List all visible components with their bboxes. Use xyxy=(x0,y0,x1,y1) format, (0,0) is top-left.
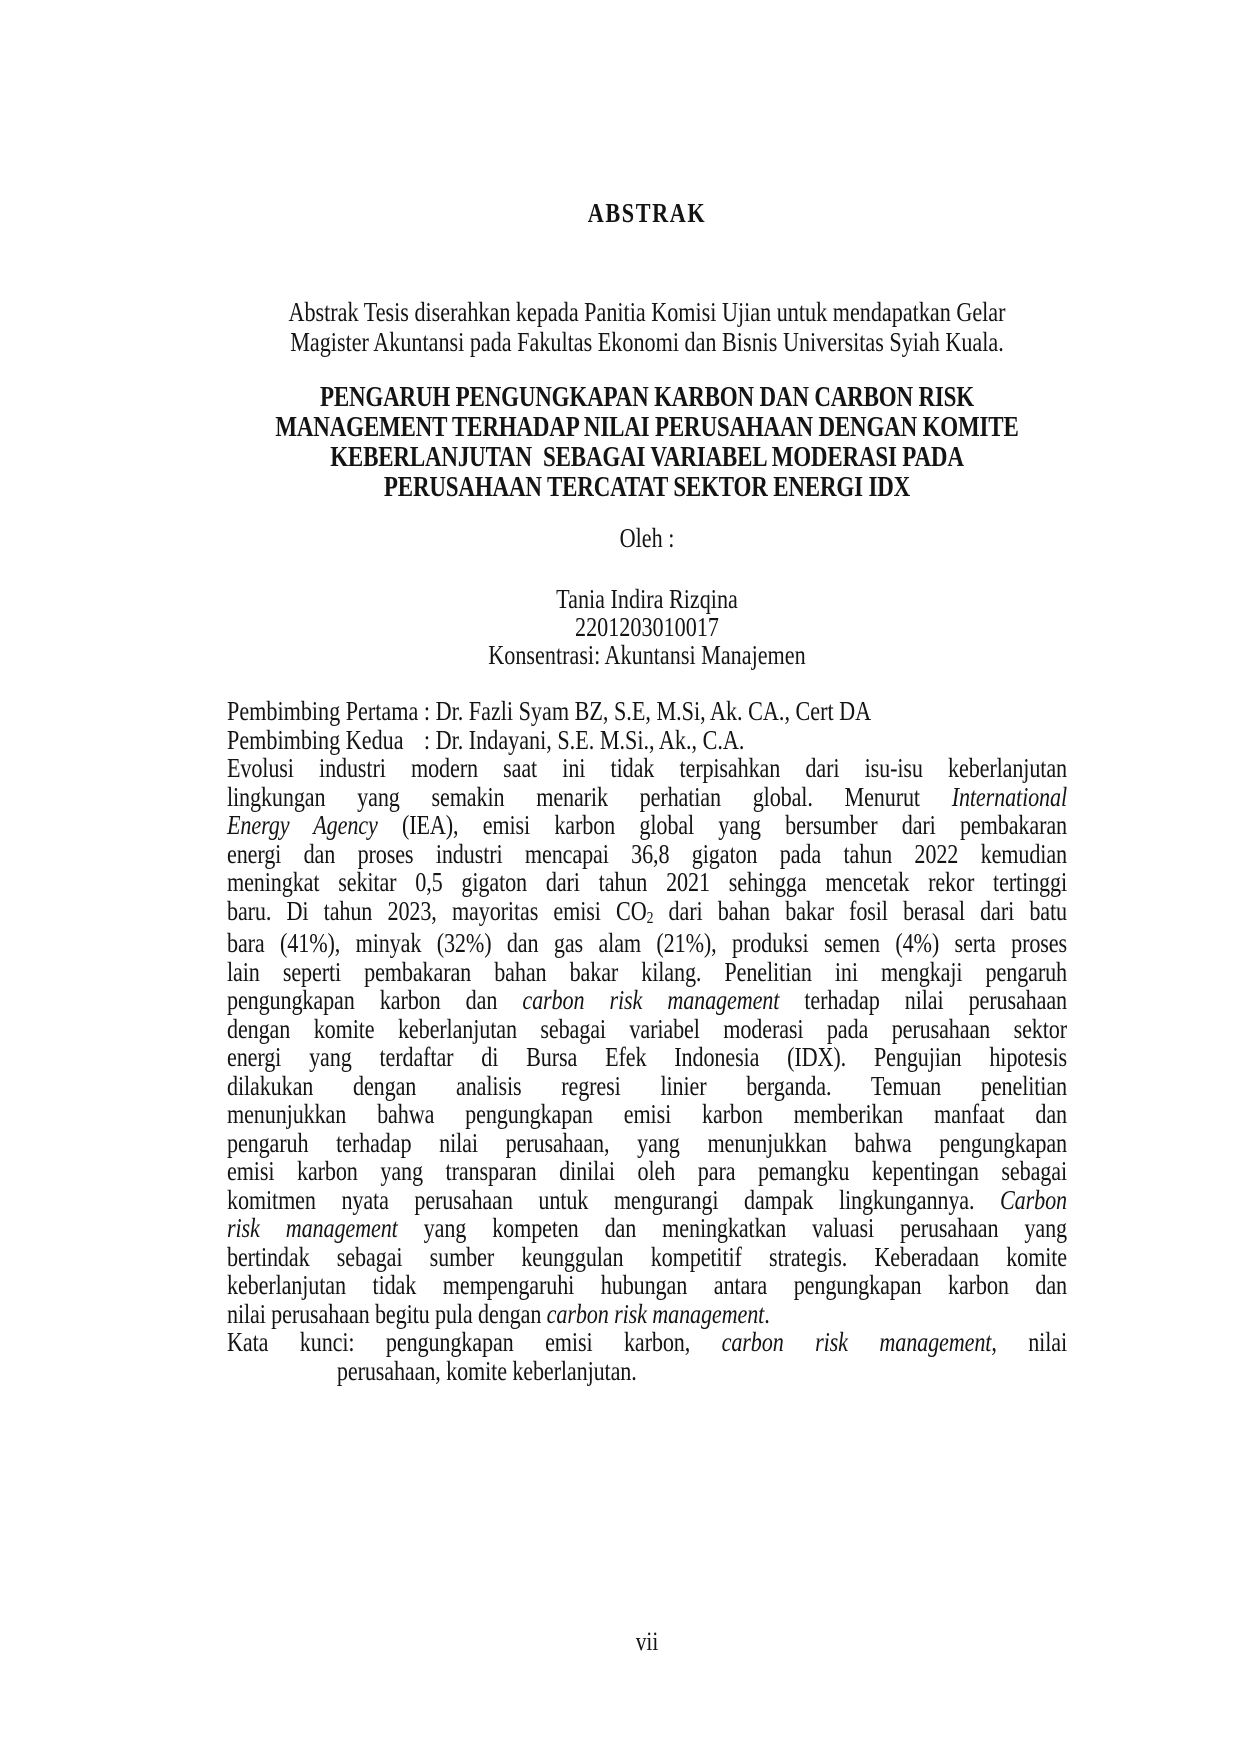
thesis-title xyxy=(227,383,1067,503)
concentration: Konsentrasi: Akuntansi Manajemen xyxy=(488,640,806,670)
abstract-line: meningkat sekitar 0,5 gigaton dari tahun 2021 sehingga mencetak rekor tertinggi xyxy=(227,867,1067,897)
abstract-line: bertindak sebagai sumber keunggulan kompetitif strategis. Keberadaan komite xyxy=(227,1241,1067,1272)
abstract-body xyxy=(227,754,1067,1328)
keywords-block xyxy=(227,1328,1067,1385)
supervisor-row-first xyxy=(227,697,1067,726)
abstract-line: nilai perusahaan begitu pula dengan carbon risk management. xyxy=(227,1298,770,1329)
oleh-label: Oleh : xyxy=(619,523,675,553)
abstract-line: pengungkapan karbon dan carbon risk management terhadap nilai perusahaan xyxy=(227,985,1067,1015)
abstract-line: komitmen nyata perusahaan untuk mengurangi dampak lingkungannya. Carbon xyxy=(227,1184,1067,1215)
abstract-line: emisi karbon yang transparan dinilai oleh para pemangku kepentingan sebagai xyxy=(227,1156,1067,1186)
author-block xyxy=(227,585,1067,669)
abstract-line: lain seperti pembakaran bahan bakar kilang. Penelitian ini mengkaji pengaruh xyxy=(227,956,1067,987)
abstract-line: risk management yang kompeten dan meningkatkan valuasi perusahaan yang xyxy=(227,1213,1067,1243)
author-name: Tania Indira Rizqina xyxy=(556,584,738,614)
page-content xyxy=(227,0,1067,1656)
note-line: Magister Akuntansi pada Fakultas Ekonomi dan Bisnis Universitas Syiah Kuala. xyxy=(290,327,1004,357)
abstract-line: baru. Di tahun 2023, mayoritas emisi CO2 dari bahan bakar fosil berasal dari batu xyxy=(227,895,1067,928)
title-line: PERUSAHAAN TERCATAT SEKTOR ENERGI IDX xyxy=(383,472,911,503)
abstract-line: bara (41%), minyak (32%) dan gas alam (21%), produksi semen (4%) serta proses xyxy=(227,928,1067,958)
abstract-line: keberlanjutan tidak mempengaruhi hubungan antara pengungkapan karbon dan xyxy=(227,1270,1067,1300)
supervisor-second-separator: : xyxy=(423,724,436,755)
supervisor-first-name: Dr. Fazli Syam BZ, S.E, M.Si, Ak. CA., Cert DA xyxy=(435,696,872,726)
abstract-line: dengan komite keberlanjutan sebagai variabel moderasi pada perusahaan sektor xyxy=(227,1013,1067,1044)
abstract-line: menunjukkan bahwa pengungkapan emisi karbon memberikan manfaat dan xyxy=(227,1099,1067,1129)
student-id: 2201203010017 xyxy=(575,612,719,642)
supervisor-second-label: Pembimbing Kedua xyxy=(227,724,404,755)
abstract-line: Energy Agency (IEA), emisi karbon global yang bersumber dari pembakaran xyxy=(227,810,1067,840)
page-number: vii xyxy=(635,1627,659,1656)
abstract-heading: ABSTRAK xyxy=(587,198,707,228)
supervisor-first-label: Pembimbing Pertama xyxy=(227,696,419,726)
title-line: MANAGEMENT TERHADAP NILAI PERUSAHAAN DENGAN KOMITE xyxy=(275,412,1019,443)
supervisor-first-separator: : xyxy=(423,696,436,726)
abstract-line: energi dan proses industri mencapai 36,8 gigaton pada tahun 2022 kemudian xyxy=(227,838,1067,869)
note-line: Abstrak Tesis diserahkan kepada Panitia Komisi Ujian untuk mendapatkan Gelar xyxy=(288,297,1006,327)
supervisors-block xyxy=(227,697,1067,754)
submission-note xyxy=(227,297,1067,357)
keywords-line: perusahaan, komite keberlanjutan. xyxy=(336,1355,637,1386)
abstract-line: dilakukan dengan analisis regresi linier berganda. Temuan penelitian xyxy=(227,1070,1067,1101)
abstract-line: pengaruh terhadap nilai perusahaan, yang menunjukkan bahwa pengungkapan xyxy=(227,1127,1067,1158)
abstract-line: lingkungan yang semakin menarik perhatian global. Menurut International xyxy=(227,781,1067,812)
title-line: KEBERLANJUTAN SEBAGAI VARIABEL MODERASI PADA xyxy=(330,442,964,473)
supervisor-second-name: Dr. Indayani, S.E. M.Si., Ak., C.A. xyxy=(435,724,745,755)
abstract-line: Evolusi industri modern saat ini tidak terpisahkan dari isu-isu keberlanjutan xyxy=(227,753,1067,783)
title-line: PENGARUH PENGUNGKAPAN KARBON DAN CARBON RISK xyxy=(319,382,974,413)
supervisor-row-second xyxy=(227,726,1067,755)
keywords-line: Kata kunci: pengungkapan emisi karbon, carbon risk management, nilai xyxy=(227,1327,1067,1357)
abstract-line: energi yang terdaftar di Bursa Efek Indonesia (IDX). Pengujian hipotesis xyxy=(227,1042,1067,1072)
